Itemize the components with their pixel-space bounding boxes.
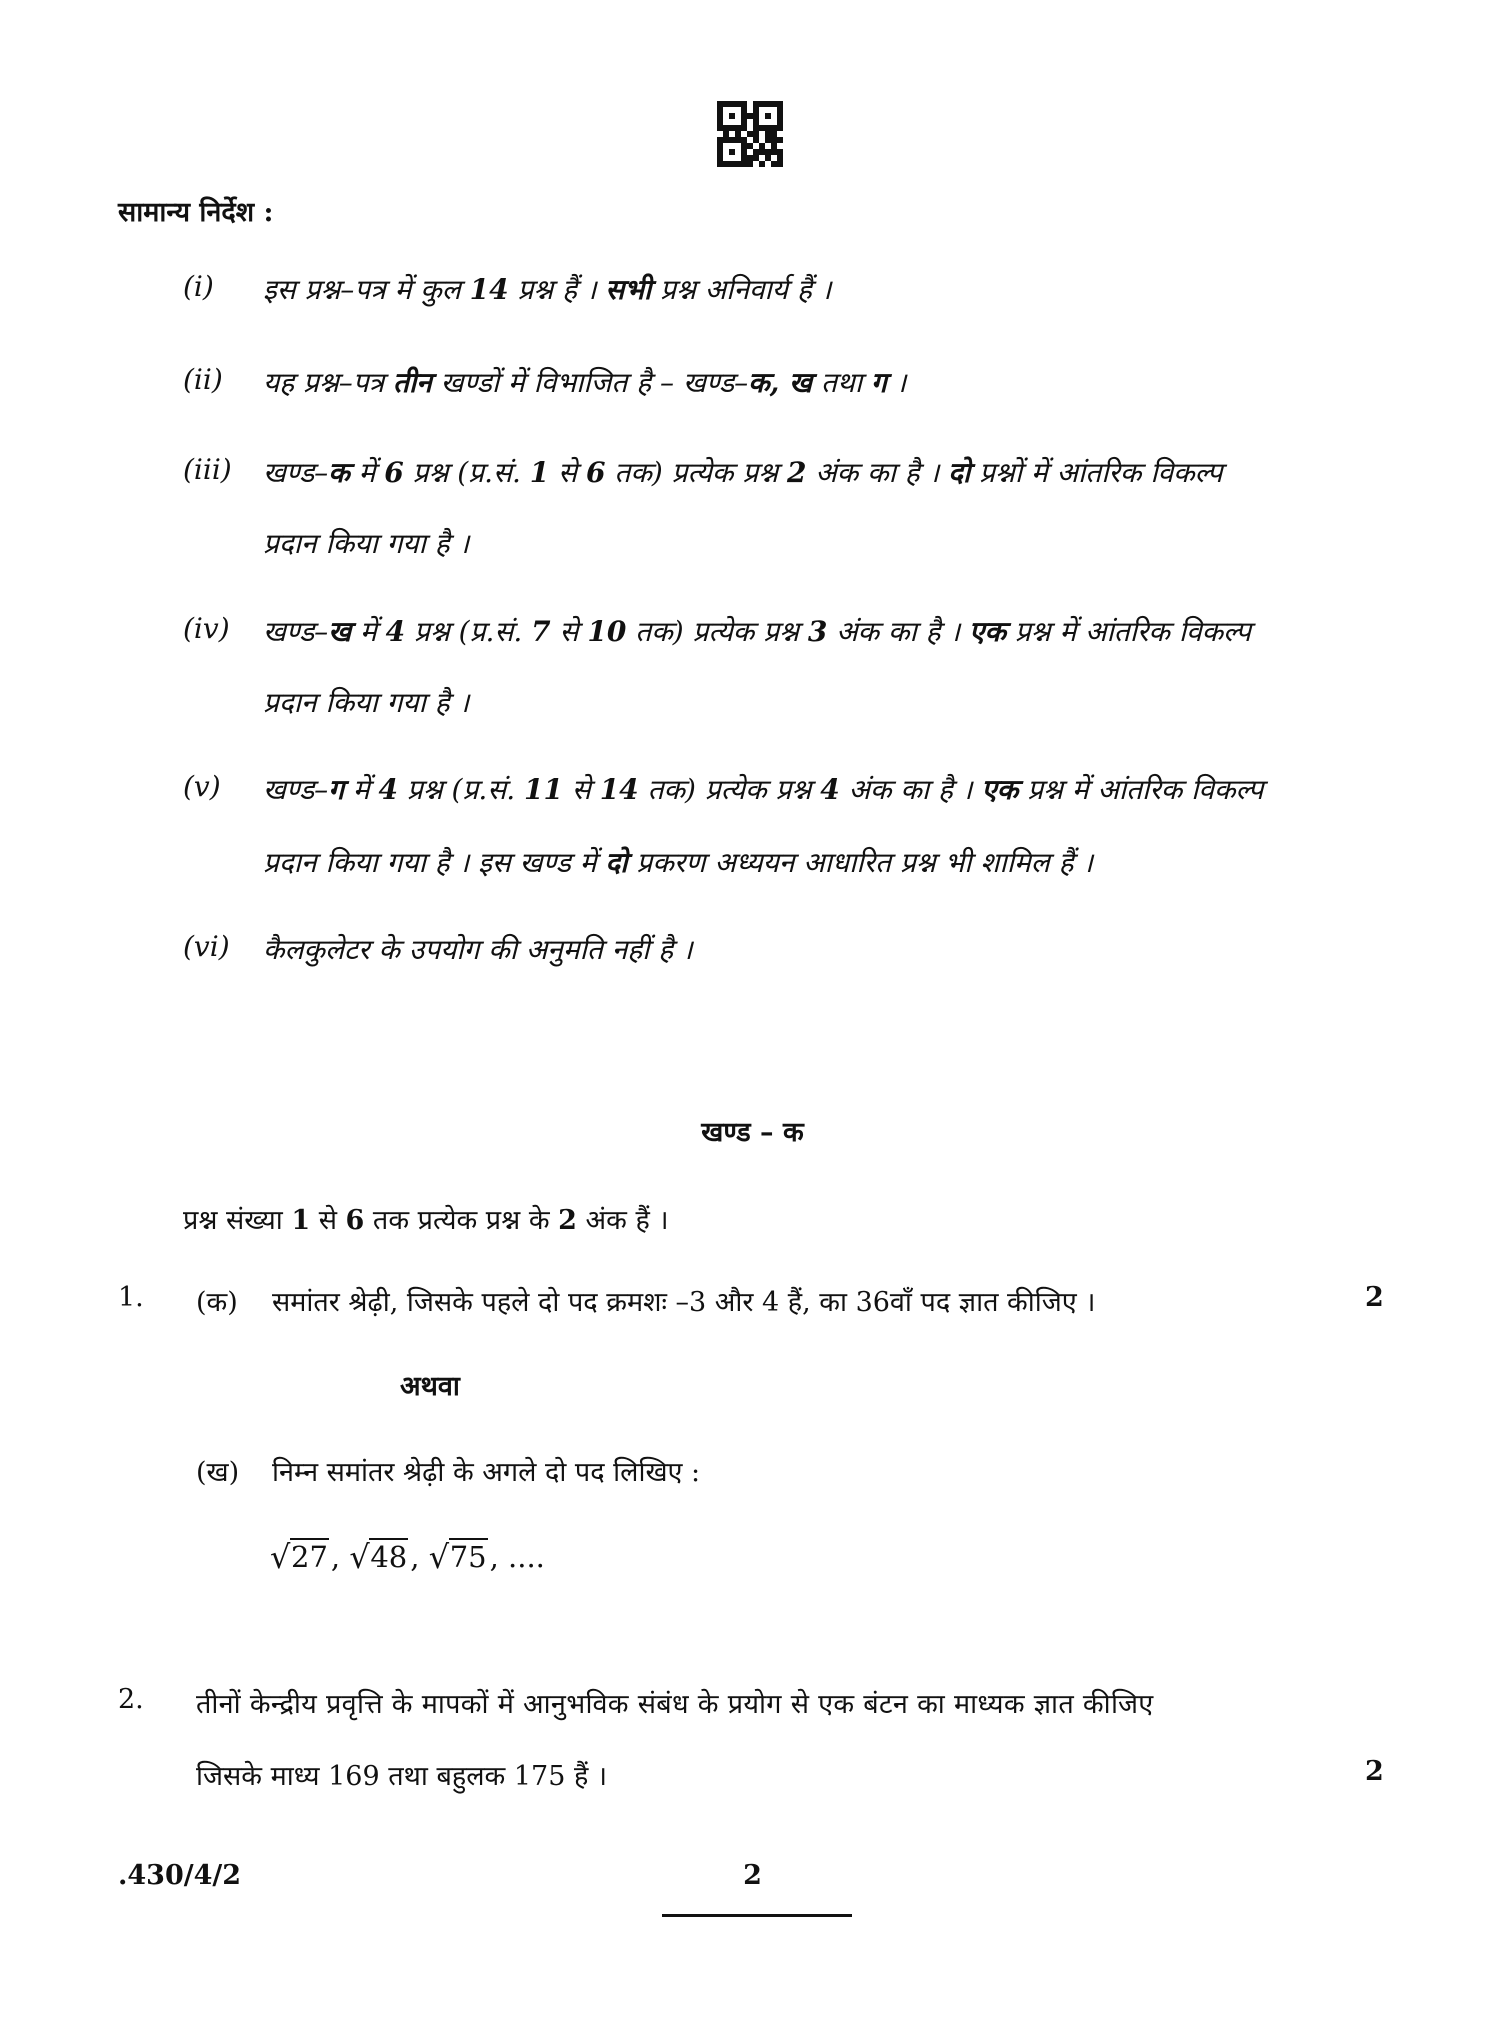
question-number: 1. bbox=[118, 1282, 144, 1313]
instruction-number: (iv) bbox=[183, 612, 230, 645]
sqrt-icon: √ 48 bbox=[349, 1540, 408, 1574]
instruction-text: यह प्रश्न–पत्र तीन खण्डों में विभाजित है – खण्ड–क, ख तथा ग । bbox=[263, 366, 907, 399]
question-text-continuation: जिसके माध्य 169 तथा बहुलक 175 हैं । bbox=[196, 1761, 608, 1792]
general-instructions-heading: सामान्य निर्देश : bbox=[118, 197, 274, 228]
question-text: तीनों केन्द्रीय प्रवृत्ति के मापकों में आनुभविक संबंध के प्रयोग से एक बंटन का माध्यक ज्ञात कीजिए bbox=[196, 1689, 1154, 1720]
instruction-continuation: प्रदान किया गया है । bbox=[263, 527, 470, 560]
question-text: समांतर श्रेढ़ी, जिसके पहले दो पद क्रमशः –3 और 4 हैं, का 36वाँ पद ज्ञात कीजिए । bbox=[272, 1287, 1096, 1318]
sqrt-icon: √ 75 bbox=[429, 1540, 488, 1574]
question-number: 2. bbox=[118, 1684, 144, 1715]
series-expression: √ 27 , √ 48 , √ 75 , .... bbox=[270, 1540, 545, 1574]
page-rule bbox=[662, 1914, 852, 1917]
option-label: (ख) bbox=[196, 1457, 240, 1488]
instruction-text: कैलकुलेटर के उपयोग की अनुमति नहीं है । bbox=[263, 933, 693, 966]
instruction-continuation: प्रदान किया गया है । इस खण्ड में दो प्रकरण अध्ययन आधारित प्रश्न भी शामिल हैं । bbox=[263, 846, 1093, 879]
instruction-number: (v) bbox=[183, 770, 221, 803]
instruction-text: खण्ड–क में 6 प्रश्न (प्र.सं. 1 से 6 तक) प्रत्येक प्रश्न 2 अंक का है । दो प्रश्नों में आंतरिक विकल्प bbox=[263, 456, 1223, 489]
section-note: प्रश्न संख्या 1 से 6 तक प्रत्येक प्रश्न के 2 अंक हैं । bbox=[183, 1205, 669, 1236]
question-marks: 2 bbox=[1365, 1756, 1384, 1787]
page-number: 2 bbox=[743, 1860, 762, 1891]
or-label: अथवा bbox=[400, 1371, 460, 1402]
instruction-text: खण्ड–ग में 4 प्रश्न (प्र.सं. 11 से 14 तक) प्रत्येक प्रश्न 4 अंक का है । एक प्रश्न में आंतरिक विकल्प bbox=[263, 773, 1264, 806]
instruction-number: (vi) bbox=[183, 930, 230, 963]
section-title: खण्ड – क bbox=[701, 1117, 804, 1148]
option-label: (क) bbox=[196, 1287, 238, 1318]
instruction-text: खण्ड–ख में 4 प्रश्न (प्र.सं. 7 से 10 तक) प्रत्येक प्रश्न 3 अंक का है । एक प्रश्न में आंतरिक विकल्प bbox=[263, 615, 1252, 648]
instruction-text: इस प्रश्न–पत्र में कुल 14 प्रश्न हैं । सभी प्रश्न अनिवार्य हैं । bbox=[263, 273, 832, 306]
instruction-number: (i) bbox=[183, 270, 214, 303]
instruction-continuation: प्रदान किया गया है । bbox=[263, 686, 470, 719]
qr-code-icon bbox=[717, 101, 783, 167]
question-marks: 2 bbox=[1365, 1282, 1384, 1313]
paper-code: .430/4/2 bbox=[118, 1860, 242, 1891]
question-text: निम्न समांतर श्रेढ़ी के अगले दो पद लिखिए : bbox=[272, 1457, 701, 1488]
instruction-number: (ii) bbox=[183, 363, 223, 396]
sqrt-icon: √ 27 bbox=[270, 1540, 329, 1574]
instruction-number: (iii) bbox=[183, 453, 232, 486]
